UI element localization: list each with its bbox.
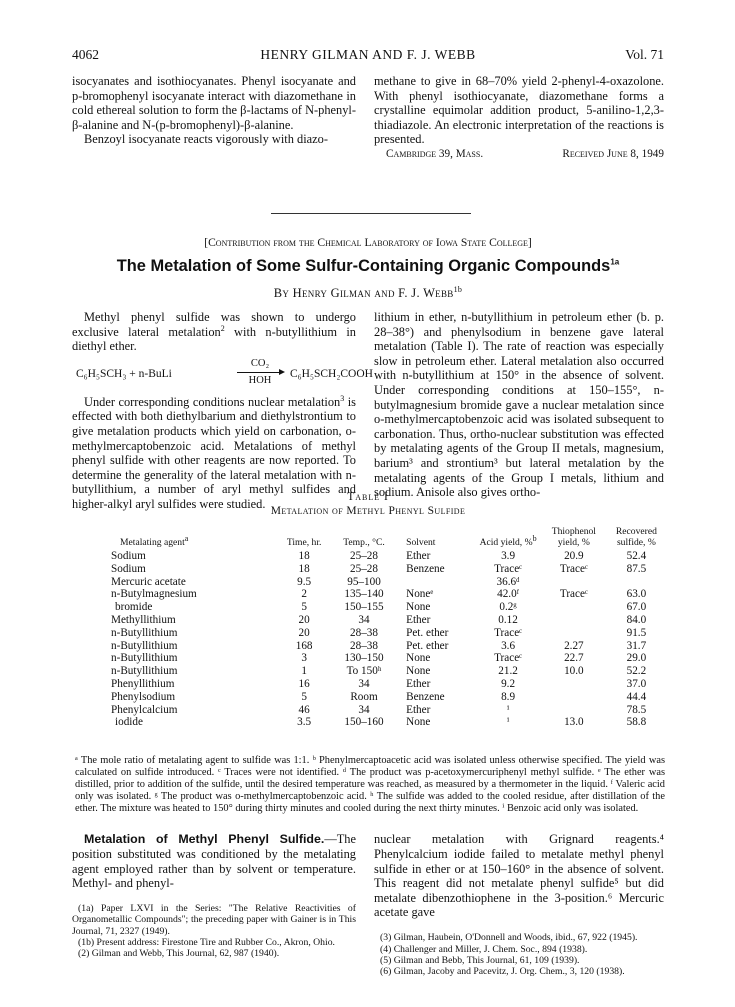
cell-agent: Phenylsodium: [111, 690, 176, 703]
cell-rec: 52.2: [626, 665, 647, 678]
cell-agent: n-Butyllithium: [111, 652, 178, 665]
table-label: Table I: [347, 491, 389, 503]
table-row: [75, 548, 665, 563]
cell-solvent: Pet. ether: [406, 639, 449, 652]
cell-agent: n-Butyllithium: [111, 626, 178, 639]
cell-solvent: Benzene: [406, 562, 445, 575]
table-row: [75, 640, 665, 653]
authors-footnote-mark: 1b: [453, 284, 463, 294]
table-row: [75, 563, 665, 576]
table-row: [75, 588, 665, 601]
reference-item: (1a) Paper LXVI in the Series: "The Relative Reactivities of Organometallic Compounds"; the preceding paper with Gainer is in This Journal, 71, 2327 (1949).: [72, 903, 356, 937]
table-row: [75, 691, 665, 704]
cell-time: 5: [301, 601, 307, 614]
table-footnotes: ᵃ The mole ratio of metalating agent to sulfide was 1:1. ᵇ Phenylmercaptoacetic acid was isolated unless otherwise specified. The yield was calculated on sulfide introduced. ᶜ Traces were not identified. ᵈ The product was p-acetoxymercuriphenyl methyl sulfide. ᵉ The ether was distilled, prior to addition of the sulfide, until the desired temperature was reached, as measured by a thermometer in the liquid. ᶠ Valeric acid only was isolated. ᵍ The product was o-methylmercaptobenzoic acid. ʰ The sulfide was added to the cooled residue, after distillation of the ether. The mixture was heated to 150° during thirty minutes and cooled during the next thirty minutes. ⁱ Benzoic acid only was isolated.: [75, 755, 665, 814]
table-row: [75, 678, 665, 691]
body-paragraph: lithium in ether, n-butyllithium in petroleum ether (b. p. 28–38°) and phenylsodium in benzene gave lateral metalation (Table I). The rate of reaction was especially slow in petroleum ether. Lateral metalation also occurred with n-butyllithium at 150° in the absence of solvent. Under corresponding conditions at 150–155°, n-butylmagnesium bromide gave a nuclear metalation since o-methylmercaptobenzoic acid was isolated subsequent to carbonation. Thus, ortho-nuclear substitution was effected by metalating agents of the Group II metals, magnesium, barium³ and strontium³ but lateral metalation by the metalating agents of the Group I metals, lithium and sodium. Anisole also gives ortho-: [374, 310, 664, 500]
cell-rec: 44.4: [626, 690, 647, 703]
cell-time: 3.5: [297, 716, 312, 729]
cell-thio: 13.0: [564, 716, 584, 729]
cell-thio: [540, 601, 608, 614]
header-note: b: [532, 533, 537, 543]
col-header-recovered: Recovered sulfide, %: [615, 526, 657, 548]
reference-item: (3) Gilman, Haubein, O'Donnell and Woods, ibid., 67, 922 (1945).: [380, 932, 638, 944]
cell-acid: 0.2ᵍ: [499, 601, 517, 614]
cell-rec: 31.7: [626, 639, 647, 652]
cell-time: 5: [301, 690, 307, 703]
header-text: Acid yield, %: [479, 536, 533, 548]
table-row: [75, 716, 665, 729]
contribution-line: [Contribution from the Chemical Laboratory of Iowa State College]: [204, 236, 532, 249]
cell-thio: [540, 691, 608, 704]
cell-time: 3: [301, 652, 307, 665]
cell-temp: 150–160: [344, 716, 384, 729]
section-paragraph: nuclear metalation with Grignard reagents.⁴ Phenylcalcium iodide failed to metalate methyl phenyl sulfide in ether or at 150–160° in the absence of solvent. This reagent did not metalate phenyl sulfide⁵ but did metalate dibenzothiophene in the 3-position.⁶ Mercuric acetate gave: [374, 832, 664, 920]
cell-acid: 21.2: [498, 665, 518, 678]
cell-thio: 10.0: [564, 665, 584, 678]
authors-text: By Henry Gilman and F. J. Webb: [273, 286, 454, 300]
cell-thio: [540, 576, 608, 589]
body-text: with n-butyllithium in diethyl ether.: [72, 324, 356, 354]
volume-label: Vol. 71: [625, 47, 664, 62]
cell-time: 9.5: [297, 575, 312, 588]
cell-acid: ⁱ: [506, 716, 510, 729]
table-row: [75, 601, 665, 614]
body-text: is effected with both diethylbarium and diethylstrontium to give metalation products which yield on carbonation, o-methylmercaptobenzoic acid. Metalations of methyl phenyl sulfide with other reagents are now reported. To determine the generality of the lateral metalation with n-butyllithium, a number of aryl methyl sulfides and higher-alkyl aryl sulfides were studied.: [72, 394, 356, 511]
reagent-bottom: HOH: [248, 375, 272, 387]
header-note: a: [184, 533, 189, 543]
ref-mark: 2: [220, 323, 225, 333]
cell-solvent: None: [406, 601, 431, 614]
reaction-arrow: [237, 357, 283, 389]
table-row: [75, 652, 665, 665]
cell-acid: 36.6ᵈ: [496, 575, 520, 588]
table-row: [75, 576, 665, 589]
cell-temp: 130–150: [344, 652, 384, 665]
cell-agent: n-Butyllithium: [111, 665, 178, 678]
cell-agent: Sodium: [111, 550, 146, 562]
cell-rec: 78.5: [626, 703, 647, 716]
cell-temp: 28–38: [350, 639, 378, 652]
cell-rec: 52.4: [626, 550, 647, 562]
cell-time: 20: [298, 613, 310, 626]
cell-thio: [540, 627, 608, 640]
cell-agent: iodide: [115, 716, 143, 729]
cell-temp: Room: [350, 690, 378, 703]
cell-time: 2: [301, 588, 307, 601]
separator-rule: [271, 213, 471, 214]
body-right-column: [374, 310, 664, 500]
cell-time: 46: [298, 703, 310, 716]
cell-acid: Traceᶜ: [494, 562, 523, 575]
cell-acid: 3.9: [501, 550, 516, 562]
cell-temp: To 150ʰ: [346, 665, 382, 678]
table-caption: [72, 490, 664, 518]
reaction-equation: [72, 357, 373, 391]
cell-rec: [608, 576, 665, 589]
reagent-top: CO₂: [250, 357, 270, 369]
reference-item: (5) Gilman and Bebb, This Journal, 61, 109 (1939).: [380, 954, 580, 966]
cell-thio: 2.27: [564, 639, 584, 652]
reference-item: (2) Gilman and Webb, This Journal, 62, 987 (1940).: [78, 947, 280, 959]
article-title-text: The Metalation of Some Sulfur-Containing Organic Compounds: [116, 257, 611, 275]
article-title: [72, 257, 664, 276]
table-row: [75, 704, 665, 717]
col-header-time: Time, hr.: [286, 536, 322, 548]
body-text: Methyl phenyl sulfide was shown to undergo exclusive lateral metalation: [72, 310, 356, 339]
cell-thio: [540, 678, 608, 691]
equation-reactants: C₆H₅SCH₃ + n-BuLi: [76, 367, 172, 380]
cell-acid: Traceᶜ: [494, 652, 523, 665]
metalation-table: [75, 522, 665, 729]
ref-mark: 3: [340, 393, 345, 403]
cell-temp: 25–28: [350, 550, 378, 562]
prev-article-right-column: [374, 74, 664, 162]
cell-time: 16: [298, 677, 310, 690]
table-row: [75, 627, 665, 640]
cell-rec: 37.0: [626, 677, 647, 690]
footnote-references-right: [374, 932, 664, 977]
cell-time: 18: [298, 550, 310, 562]
table-header-row: [75, 522, 665, 548]
title-footnote-mark: 1a: [610, 257, 620, 267]
cell-agent: bromide: [115, 601, 153, 614]
cell-thio: [540, 704, 608, 717]
article-authors: [72, 286, 664, 301]
cell-acid: ⁱ: [506, 703, 510, 716]
received-date: Received June 8, 1949: [562, 147, 664, 160]
cell-rec: 67.0: [626, 601, 647, 614]
table-body: [75, 548, 665, 729]
cell-agent: Phenyllithium: [111, 677, 175, 690]
cell-solvent: Benzene: [406, 690, 445, 703]
body-text: Under corresponding conditions nuclear metalation: [84, 394, 341, 409]
arrow-line: [237, 372, 283, 373]
table-title: Metalation of Methyl Phenyl Sulfide: [270, 505, 466, 517]
city-line: Cambridge 39, Mass.: [386, 147, 484, 160]
cell-solvent: None: [406, 652, 431, 665]
cell-rec: 91.5: [626, 626, 647, 639]
cell-agent: n-Butylmagnesium: [111, 588, 197, 601]
cell-acid: 8.9: [501, 690, 516, 703]
section-right-column: [374, 820, 664, 977]
cell-solvent: None: [406, 716, 431, 729]
body-paragraph: [72, 310, 356, 354]
cell-agent: Sodium: [111, 562, 146, 575]
col-header-thiophenol: Thiophenol yield, %: [551, 526, 596, 548]
cell-temp: 28–38: [350, 626, 378, 639]
cell-thio: Traceᶜ: [559, 588, 588, 601]
cell-temp: 95–100: [347, 575, 381, 588]
equation-product: C₆H₅SCH₂COOH: [290, 367, 373, 380]
cell-thio: 22.7: [564, 652, 584, 665]
cell-temp: 34: [358, 703, 370, 716]
cell-acid: Traceᶜ: [494, 626, 523, 639]
cell-acid: 0.12: [498, 613, 518, 626]
section-heading: Metalation of Methyl Phenyl Sulfide.: [84, 832, 325, 847]
running-title: HENRY GILMAN AND F. J. WEBB: [260, 47, 476, 62]
prev-article-paragraph: isocyanates and isothiocyanates. Phenyl isocyanate and p-bromophenyl isocyanate interact with diazomethane in cold ethereal solution to form the β-lactams of N-phenyl-β-alanine and N-(p-bromophenyl)-β-alanine.: [72, 74, 356, 132]
section-text: —The position substituted was conditioned by the metalating agent employed rather than by solvent or temperature. Methyl- and phenyl-: [72, 832, 356, 891]
col-header-solvent: Solvent: [406, 536, 436, 548]
cell-solvent: Ether: [406, 550, 431, 562]
running-header: [72, 47, 664, 67]
cell-solvent: Pet. ether: [406, 626, 449, 639]
cell-solvent: Noneᵉ: [406, 588, 434, 601]
article-footer: [374, 147, 664, 162]
cell-time: 1: [301, 665, 307, 678]
cell-rec: 63.0: [626, 588, 647, 601]
cell-solvent: Ether: [406, 703, 431, 716]
cell-rec: 84.0: [626, 613, 647, 626]
cell-temp: 34: [358, 613, 370, 626]
table-row: [75, 665, 665, 678]
cell-temp: 25–28: [350, 562, 378, 575]
cell-time: 168: [295, 639, 313, 652]
page-number: 4062: [72, 47, 99, 62]
cell-solvent: None: [406, 665, 431, 678]
cell-rec: 87.5: [626, 562, 647, 575]
cell-rec: 58.8: [626, 716, 647, 729]
cell-acid: 42.0ᶠ: [497, 588, 520, 601]
col-header-agent: [75, 522, 280, 548]
table-row: [75, 614, 665, 627]
cell-temp: 150–155: [344, 601, 384, 614]
reference-item: (1b) Present address: Firestone Tire and Rubber Co., Akron, Ohio.: [78, 936, 335, 948]
col-header-acid: [476, 522, 540, 548]
col-header-temp: Temp., °C.: [343, 536, 385, 548]
cell-agent: Methyllithium: [111, 613, 176, 626]
cell-thio: 20.9: [564, 550, 584, 562]
cell-solvent: Ether: [406, 613, 431, 626]
cell-acid: 9.2: [501, 677, 516, 690]
cell-agent: Phenylcalcium: [111, 703, 178, 716]
cell-thio: [540, 614, 608, 627]
section-left-column: [72, 820, 356, 959]
cell-time: 18: [298, 562, 310, 575]
cell-thio: Traceᶜ: [559, 562, 588, 575]
footnote-references-left: [72, 903, 356, 959]
cell-rec: 29.0: [626, 652, 647, 665]
cell-acid: 3.6: [501, 639, 516, 652]
cell-temp: 135–140: [344, 588, 384, 601]
cell-agent: Mercuric acetate: [111, 575, 186, 588]
cell-agent: n-Butyllithium: [111, 639, 178, 652]
prev-article-left-column: [72, 74, 356, 147]
cell-solvent: Ether: [406, 677, 431, 690]
header-text: Metalating agent: [120, 536, 185, 548]
cell-time: 20: [298, 626, 310, 639]
cell-solvent: [400, 576, 476, 589]
reference-item: (6) Gilman, Jacoby and Pacevitz, J. Org. Chem., 3, 120 (1938).: [380, 965, 625, 977]
cell-temp: 34: [358, 677, 370, 690]
prev-article-paragraph: Benzoyl isocyanate reacts vigorously with diazo-: [84, 132, 328, 147]
section-paragraph: [72, 832, 356, 890]
prev-article-paragraph: methane to give in 68–70% yield 2-phenyl-4-oxazolone. With phenyl isothiocyanate, diazomethane forms a crystalline equimolar addition product, 5-anilino-1,2,3-thiadiazole. An electronic interpretation of the reactions is presented.: [374, 74, 664, 147]
reference-item: (4) Challenger and Miller, J. Chem. Soc., 894 (1938).: [380, 943, 588, 955]
